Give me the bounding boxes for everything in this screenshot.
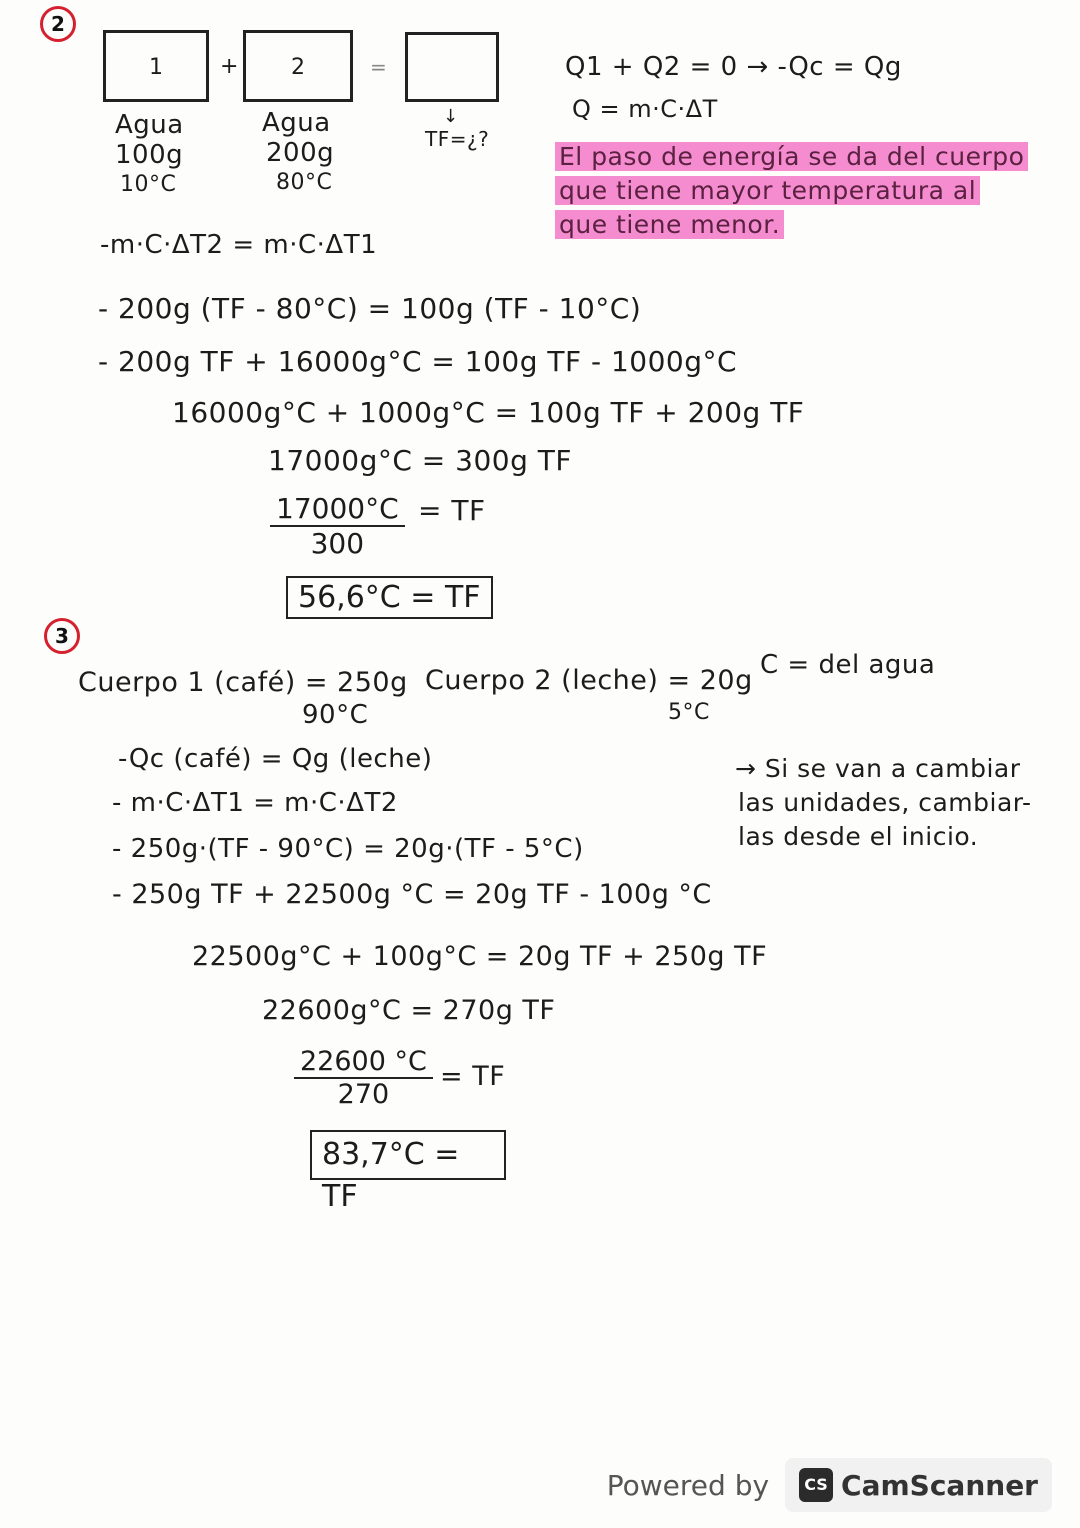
note-line-2 [555, 174, 980, 208]
body2-box-label: 2 [291, 55, 305, 80]
note-line-3-text: que tiene menor. [555, 210, 784, 239]
note-line-3 [555, 208, 784, 242]
equals-sign: = [370, 55, 388, 79]
note-line-2-text: que tiene mayor temperatura al [555, 176, 980, 205]
p3-side-note-1: → Si se van a cambiar [735, 754, 1021, 783]
scanner-footer [607, 1458, 1052, 1512]
note-line-1-text: El paso de energía se da del cuerpo [555, 142, 1028, 171]
p3-line-2: - m·C·ΔT1 = m·C·ΔT2 [112, 788, 398, 818]
p3-line-6: 22600g°C = 270g TF [262, 995, 556, 1026]
p3-body1-temp: 90°C [302, 700, 369, 730]
p2-frac-rhs: = TF [418, 494, 486, 527]
p3-line-3: - 250g·(TF - 90°C) = 20g·(TF - 5°C) [112, 834, 584, 864]
body1-mass: 100g [115, 140, 184, 170]
body1-box-label: 1 [149, 55, 163, 80]
body1-box [103, 30, 209, 102]
p3-fraction [294, 1046, 433, 1110]
p3-frac-rhs: = TF [440, 1061, 506, 1092]
result-box [405, 32, 499, 102]
body2-box [243, 30, 353, 102]
p2-line-3: - 200g TF + 16000g°C = 100g TF - 1000g°C [98, 345, 738, 378]
body1-temp: 10°C [120, 172, 177, 197]
note-line-1 [555, 140, 1028, 174]
camscanner-logo-icon: CS [799, 1468, 833, 1502]
p2-line-2: - 200g (TF - 80°C) = 100g (TF - 10°C) [98, 292, 642, 325]
p2-frac-numerator: 17000°C [270, 492, 405, 527]
p3-body2-temp: 5°C [668, 700, 710, 725]
p3-result: 83,7°C = TF [310, 1130, 506, 1180]
p3-line-5: 22500g°C + 100g°C = 20g TF + 250g TF [192, 941, 768, 972]
formula-energy-balance: Q1 + Q2 = 0 → -Qc = Qg [565, 52, 902, 82]
p3-c-note: C = del agua [760, 650, 936, 680]
p3-frac-denominator: 270 [337, 1079, 390, 1110]
p2-line-4: 16000g°C + 1000g°C = 100g TF + 200g TF [172, 396, 805, 429]
powered-by-text: Powered by [606, 1468, 770, 1502]
p3-body1: Cuerpo 1 (café) = 250g [78, 667, 408, 698]
problem-3-number: 3 [44, 618, 80, 654]
down-arrow-icon: ↓ [443, 106, 459, 127]
p2-frac-denominator: 300 [310, 527, 365, 560]
p3-body2: Cuerpo 2 (leche) = 20g [425, 665, 753, 696]
p2-line-5: 17000g°C = 300g TF [268, 444, 572, 477]
problem-2-number: 2 [40, 6, 76, 42]
body1-name: Agua [115, 110, 184, 140]
p2-result: 56,6°C = TF [286, 576, 493, 619]
body2-name: Agua [262, 108, 331, 138]
camscanner-brand: CamScanner [841, 1468, 1038, 1502]
camscanner-badge [785, 1458, 1052, 1512]
tf-question: TF=¿? [425, 127, 490, 151]
p3-side-note-2: las unidades, cambiar- [738, 788, 1032, 817]
p2-fraction [270, 492, 405, 560]
body2-mass: 200g [266, 138, 335, 168]
p3-frac-numerator: 22600 °C [294, 1046, 433, 1079]
body2-temp: 80°C [276, 170, 333, 195]
formula-heat: Q = m·C·ΔT [572, 95, 718, 123]
p3-side-note-3: las desde el inicio. [738, 822, 979, 851]
p3-line-1: -Qc (café) = Qg (leche) [118, 744, 433, 774]
plus-sign: + [220, 54, 239, 79]
p2-line-1: -m·C·ΔT2 = m·C·ΔT1 [100, 230, 378, 260]
p3-line-4: - 250g TF + 22500g °C = 20g TF - 100g °C [112, 879, 712, 910]
